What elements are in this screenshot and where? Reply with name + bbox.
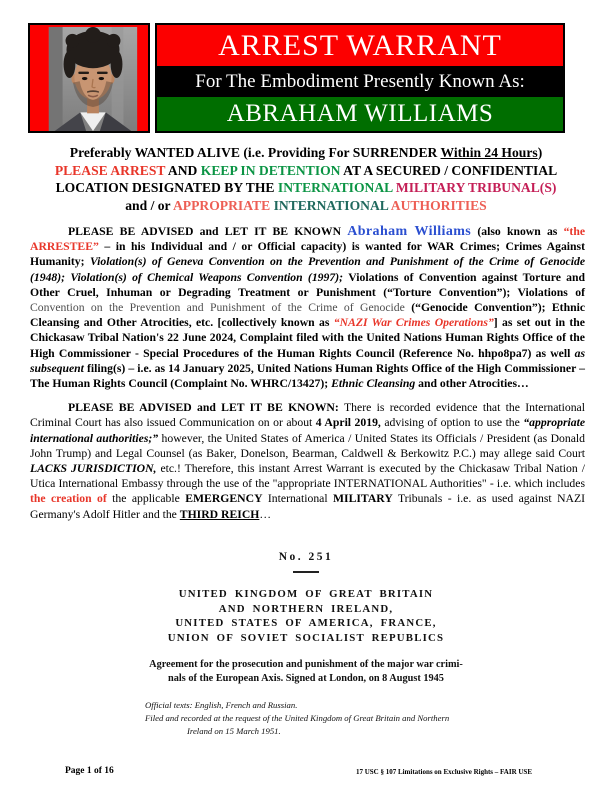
- treaty-heading-line-3: UNITED STATES OF AMERICA, FRANCE,: [175, 617, 437, 630]
- advisory-paragraph-2: PLEASE BE ADVISED and LET IT BE KNOWN: There is recorded evidence that the International Criminal Court has also issued Communication on or about 4 April 2019, advising of option to use the “appropriate international authorities;” however, the United States of America / United States its Officials / President (as Donald John Trump) and Legal Counsel (as Baker, Donelson, Bearman, Caldwell & Berkowitz P.C.) may allege said Court LACKS JURISDICTION, etc.! Therefore, this instant Arrest Warrant is executed by the Chickasaw Tribal Nation / Utica International Embassy through the use of the "appropriate INTERNATIONAL Authorities" - i.e. which includes the creation of the applicable EMERGENCY International MILITARY Tribunals - i.e. as used against NAZI Germany's Adolf Hitler and the THIRD REICH…: [30, 401, 586, 521]
- divider-rule: [293, 571, 319, 573]
- treaty-official-texts: Official texts: English, French and Russian.: [145, 700, 298, 711]
- treaty-excerpt: [120, 551, 492, 737]
- notice-line-2: PLEASE ARREST AND KEEP IN DETENTION AT A SECURED / CONFIDENTIAL: [54, 162, 558, 178]
- page-number: Page 1 of 16: [65, 766, 114, 776]
- treaty-notes: [120, 699, 492, 737]
- treaty-number: No. 251: [278, 551, 334, 563]
- treaty-heading-line-2: AND NORTHERN IRELAND,: [218, 602, 394, 615]
- arrestee-photo: [48, 27, 138, 131]
- notice-line-1: Preferably WANTED ALIVE (i.e. Providing For SURRENDER Within 24 Hours): [69, 145, 543, 160]
- notice-line-4: and / or APPROPRIATE INTERNATIONAL AUTHORITIES: [125, 197, 487, 213]
- title-banner: [155, 23, 565, 133]
- treaty-heading-line-4: UNION OF SOVIET SOCIALIST REPUBLICS: [167, 631, 445, 644]
- notice-line-3: LOCATION DESIGNATED BY THE INTERNATIONAL MILITARY TRIBUNAL(S): [55, 180, 557, 195]
- fair-use-notice: 17 USC § 107 Limitations on Exclusive Rights – FAIR USE: [355, 768, 532, 776]
- arrestee-name: ABRAHAM WILLIAMS: [157, 95, 563, 131]
- treaty-agreement-line-1: Agreement for the prosecution and punishment of the major war crimi-: [149, 659, 463, 671]
- treaty-filed-line-1: Filed and recorded at the request of the United Kingdom of Great Britain and Northern: [145, 712, 450, 723]
- treaty-parties-heading: [120, 587, 492, 645]
- warrant-header: [28, 23, 565, 133]
- arrest-warrant-title: ARREST WARRANT: [157, 25, 563, 68]
- treaty-agreement-title: [120, 658, 492, 685]
- treaty-agreement-line-2: nals of the European Axis. Signed at London, on 8 August 1945: [168, 672, 444, 684]
- advisory-text: [30, 224, 585, 522]
- wanted-notice: [0, 144, 612, 214]
- treaty-heading-line-1: UNITED KINGDOM OF GREAT BRITAIN: [178, 588, 434, 600]
- advisory-paragraph-1: PLEASE BE ADVISED and LET IT BE KNOWN Abraham Williams (also known as “the ARRESTEE” – in his Individual and / or Official capacity) is wanted for WAR Crimes; Crimes Against Humanity; Violation(s) of Geneva Convention on the Prevention and Punishment of the Crime of Genocide (1948); Violation(s) of Chemical Weapons Convention (1997); Violations of Convention against Torture and Other Cruel, Inhuman or Degrading Treatment or Punishment (“Torture Convention”); Violations of Convention on the Prevention and Punishment of the Crime of Genocide (“Genocide Convention”); Ethnic Cleansing and Other Atrocities, etc. [collectively known as “NAZI War Crimes Operations”] as set out in the Chickasaw Tribal Nation's 22 June 2024, Complaint filed with the United Nations Human Rights Office of the High Commissioner - Special Procedures of the Human Rights Council (Reference No. hhpo8pa7) as well as subsequent filing(s) – i.e. as 14 January 2025, United Nations Human Rights Office of the High Commissioner – The Human Rights Council (Complaint No. WHRC/13427); Ethnic Cleansing and other Atrocities…: [30, 224, 586, 391]
- treaty-filed-line-2: Ireland on 15 March 1951.: [187, 725, 281, 736]
- arrestee-photo-frame: [28, 23, 150, 133]
- banner-subtitle: For The Embodiment Presently Known As:: [157, 68, 563, 95]
